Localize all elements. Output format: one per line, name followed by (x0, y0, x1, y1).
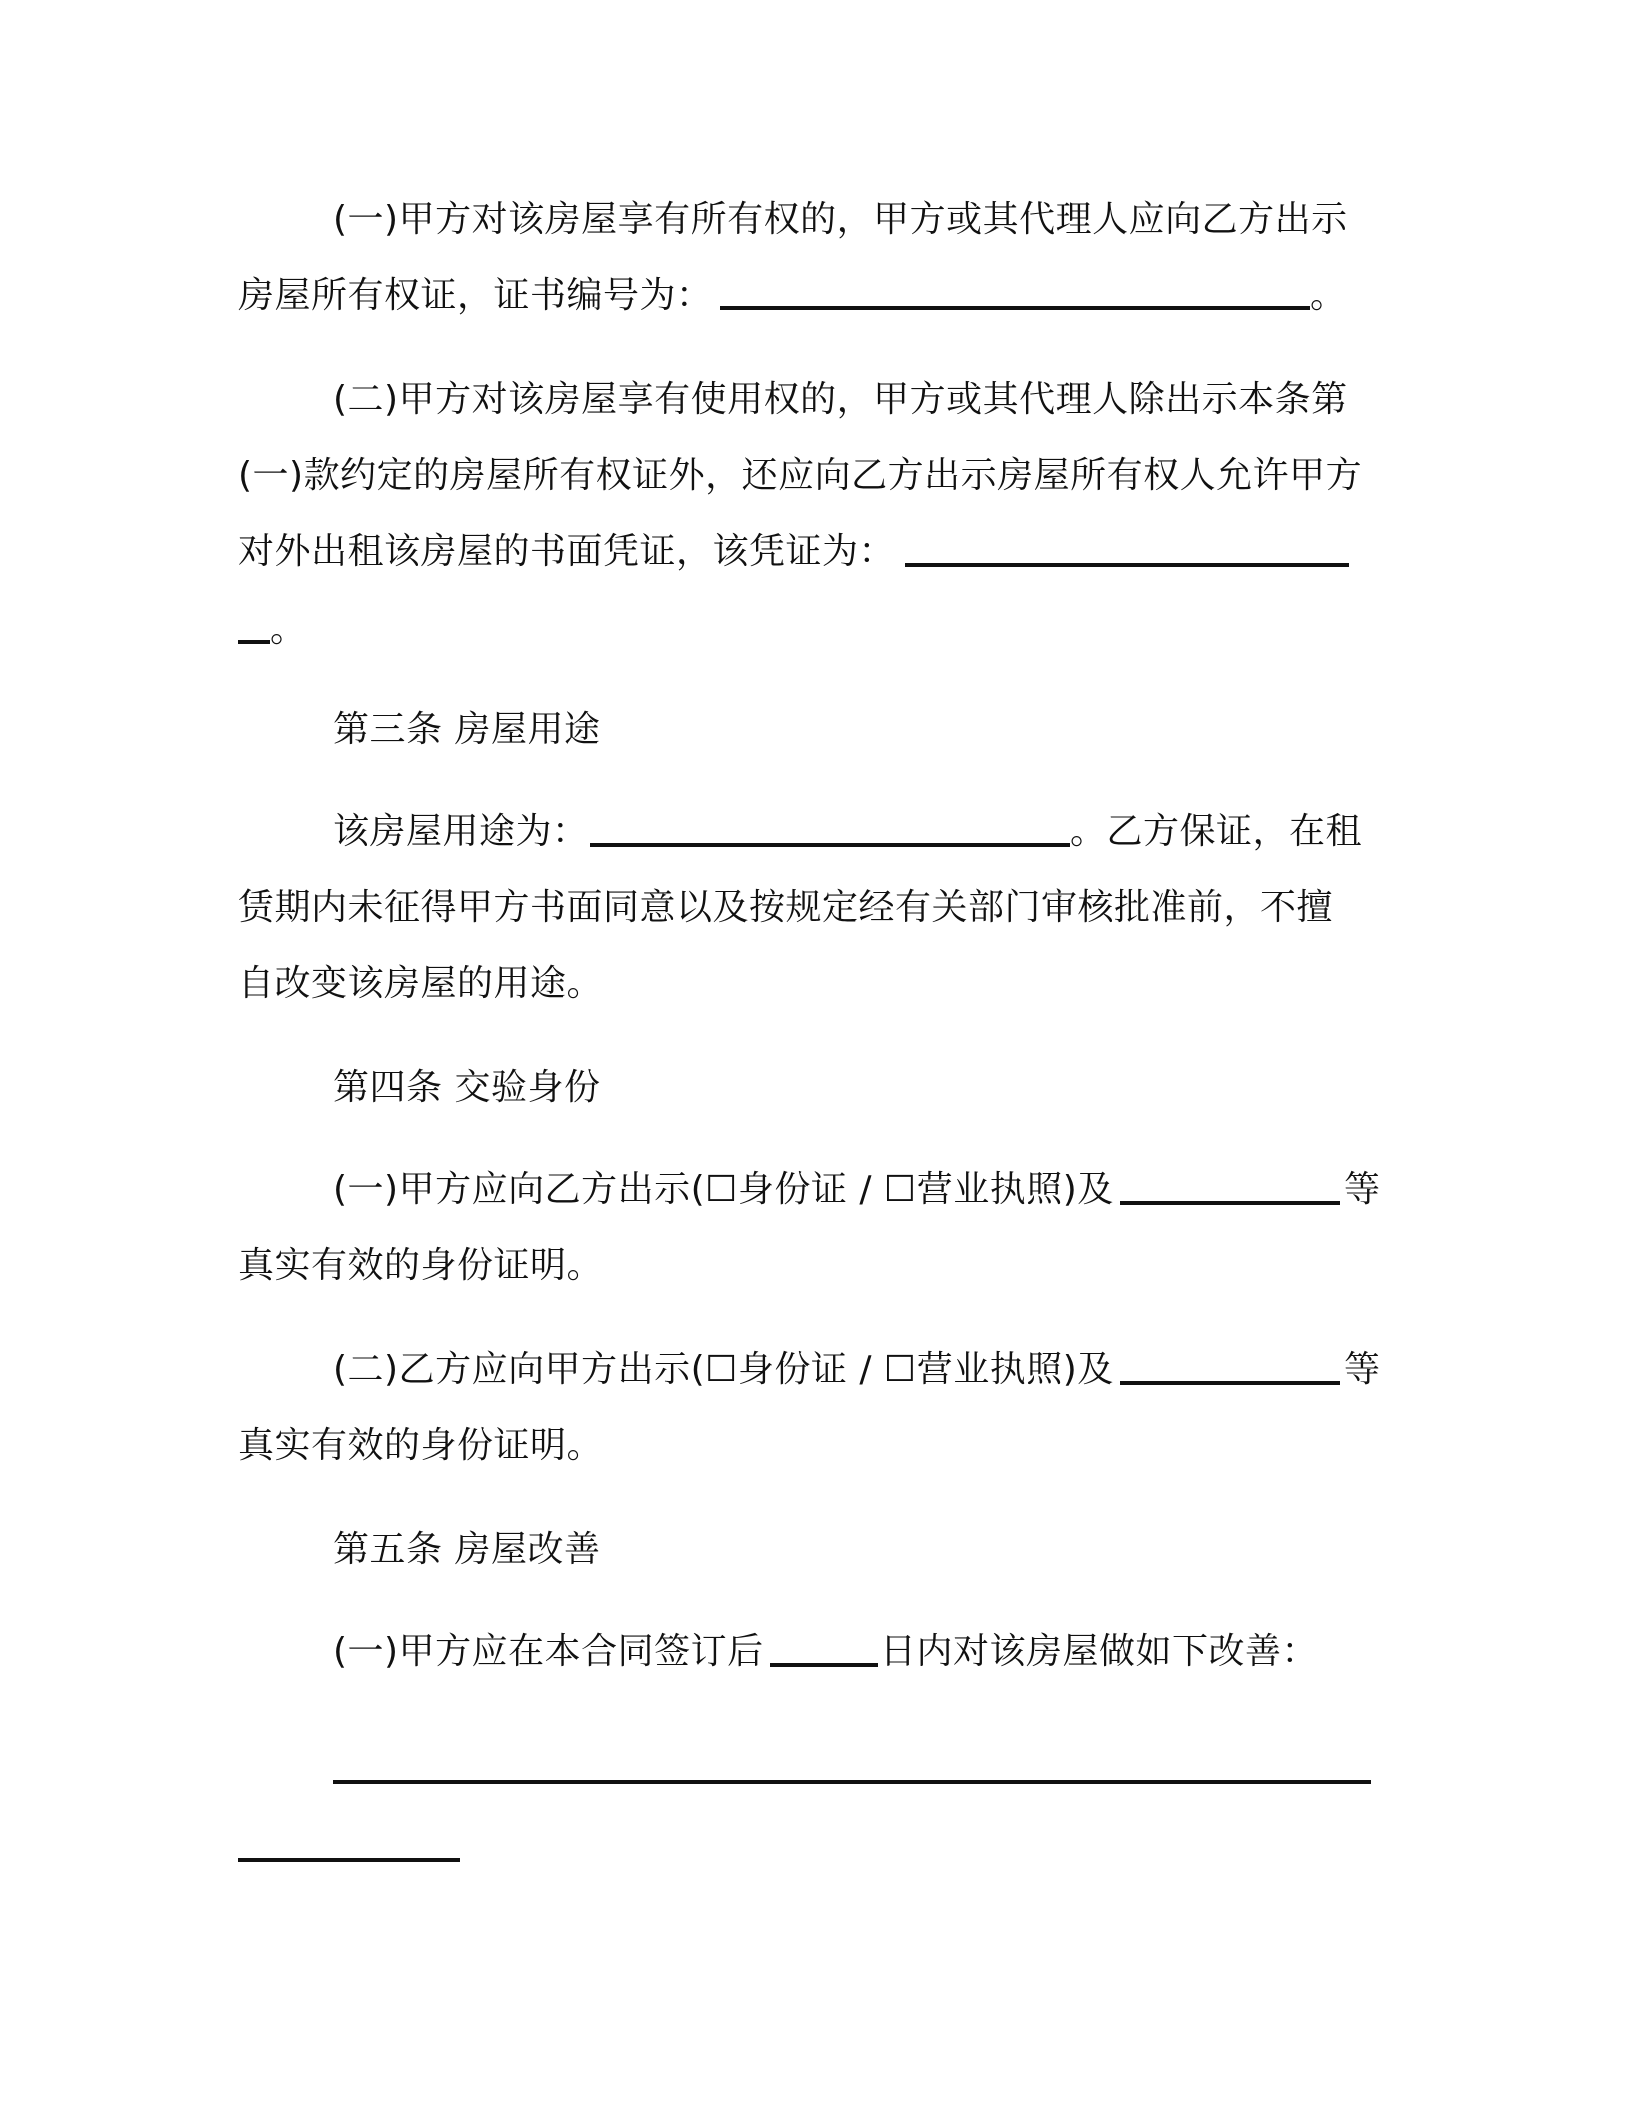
para-6-line-1-end: 日内对该房屋做如下改善： (880, 1631, 1319, 1672)
certificate-number-blank[interactable] (720, 306, 1310, 310)
article-4-title: 第四条 交验身份 (333, 1067, 601, 1108)
para-6-line-1-start: (一)甲方应在本合同签订后 (333, 1631, 764, 1672)
written-voucher-blank[interactable] (905, 563, 1349, 567)
para-3-line-2: 赁期内未征得甲方书面同意以及按规定经有关部门审核批准前，不擅 (238, 887, 1334, 928)
improvement-details-blank[interactable] (333, 1780, 1371, 1784)
para-4-line-1-end: 等 (1344, 1169, 1381, 1210)
para-1-period: 。 (1310, 275, 1347, 316)
para-4-line-2: 真实有效的身份证明。 (238, 1245, 604, 1286)
improvement-details-blank-continuation[interactable] (238, 1858, 460, 1862)
para-2-line-2: (一)款约定的房屋所有权证外，还应向乙方出示房屋所有权人允许甲方 (238, 455, 1363, 496)
para-2-line-3: 对外出租该房屋的书面凭证，该凭证为： (238, 531, 896, 572)
party-a-other-id-blank[interactable] (1120, 1201, 1340, 1205)
para-5-line-1-start: (二)乙方应向甲方出示(☐身份证 / ☐营业执照)及 (333, 1349, 1114, 1390)
para-1-line-2: 房屋所有权证，证书编号为： (238, 275, 713, 316)
article-3-title: 第三条 房屋用途 (333, 709, 601, 750)
para-2-line-1: (二)甲方对该房屋享有使用权的，甲方或其代理人除出示本条第 (333, 379, 1348, 420)
para-1-line-1: (一)甲方对该房屋享有所有权的，甲方或其代理人应向乙方出示 (333, 199, 1348, 240)
para-5-line-2: 真实有效的身份证明。 (238, 1425, 604, 1466)
article-5-title: 第五条 房屋改善 (333, 1529, 601, 1570)
para-3-line-1-end: 。乙方保证，在租 (1070, 811, 1363, 852)
improvement-days-blank[interactable] (770, 1663, 878, 1667)
para-3-line-3: 自改变该房屋的用途。 (238, 963, 604, 1004)
house-usage-blank[interactable] (590, 843, 1070, 847)
party-b-other-id-blank[interactable] (1120, 1381, 1340, 1385)
para-4-line-1-start: (一)甲方应向乙方出示(☐身份证 / ☐营业执照)及 (333, 1169, 1114, 1210)
para-2-period: 。 (270, 609, 307, 650)
written-voucher-blank-continuation[interactable] (238, 640, 270, 644)
para-3-line-1-start: 该房屋用途为： (333, 811, 589, 852)
para-5-line-1-end: 等 (1344, 1349, 1381, 1390)
